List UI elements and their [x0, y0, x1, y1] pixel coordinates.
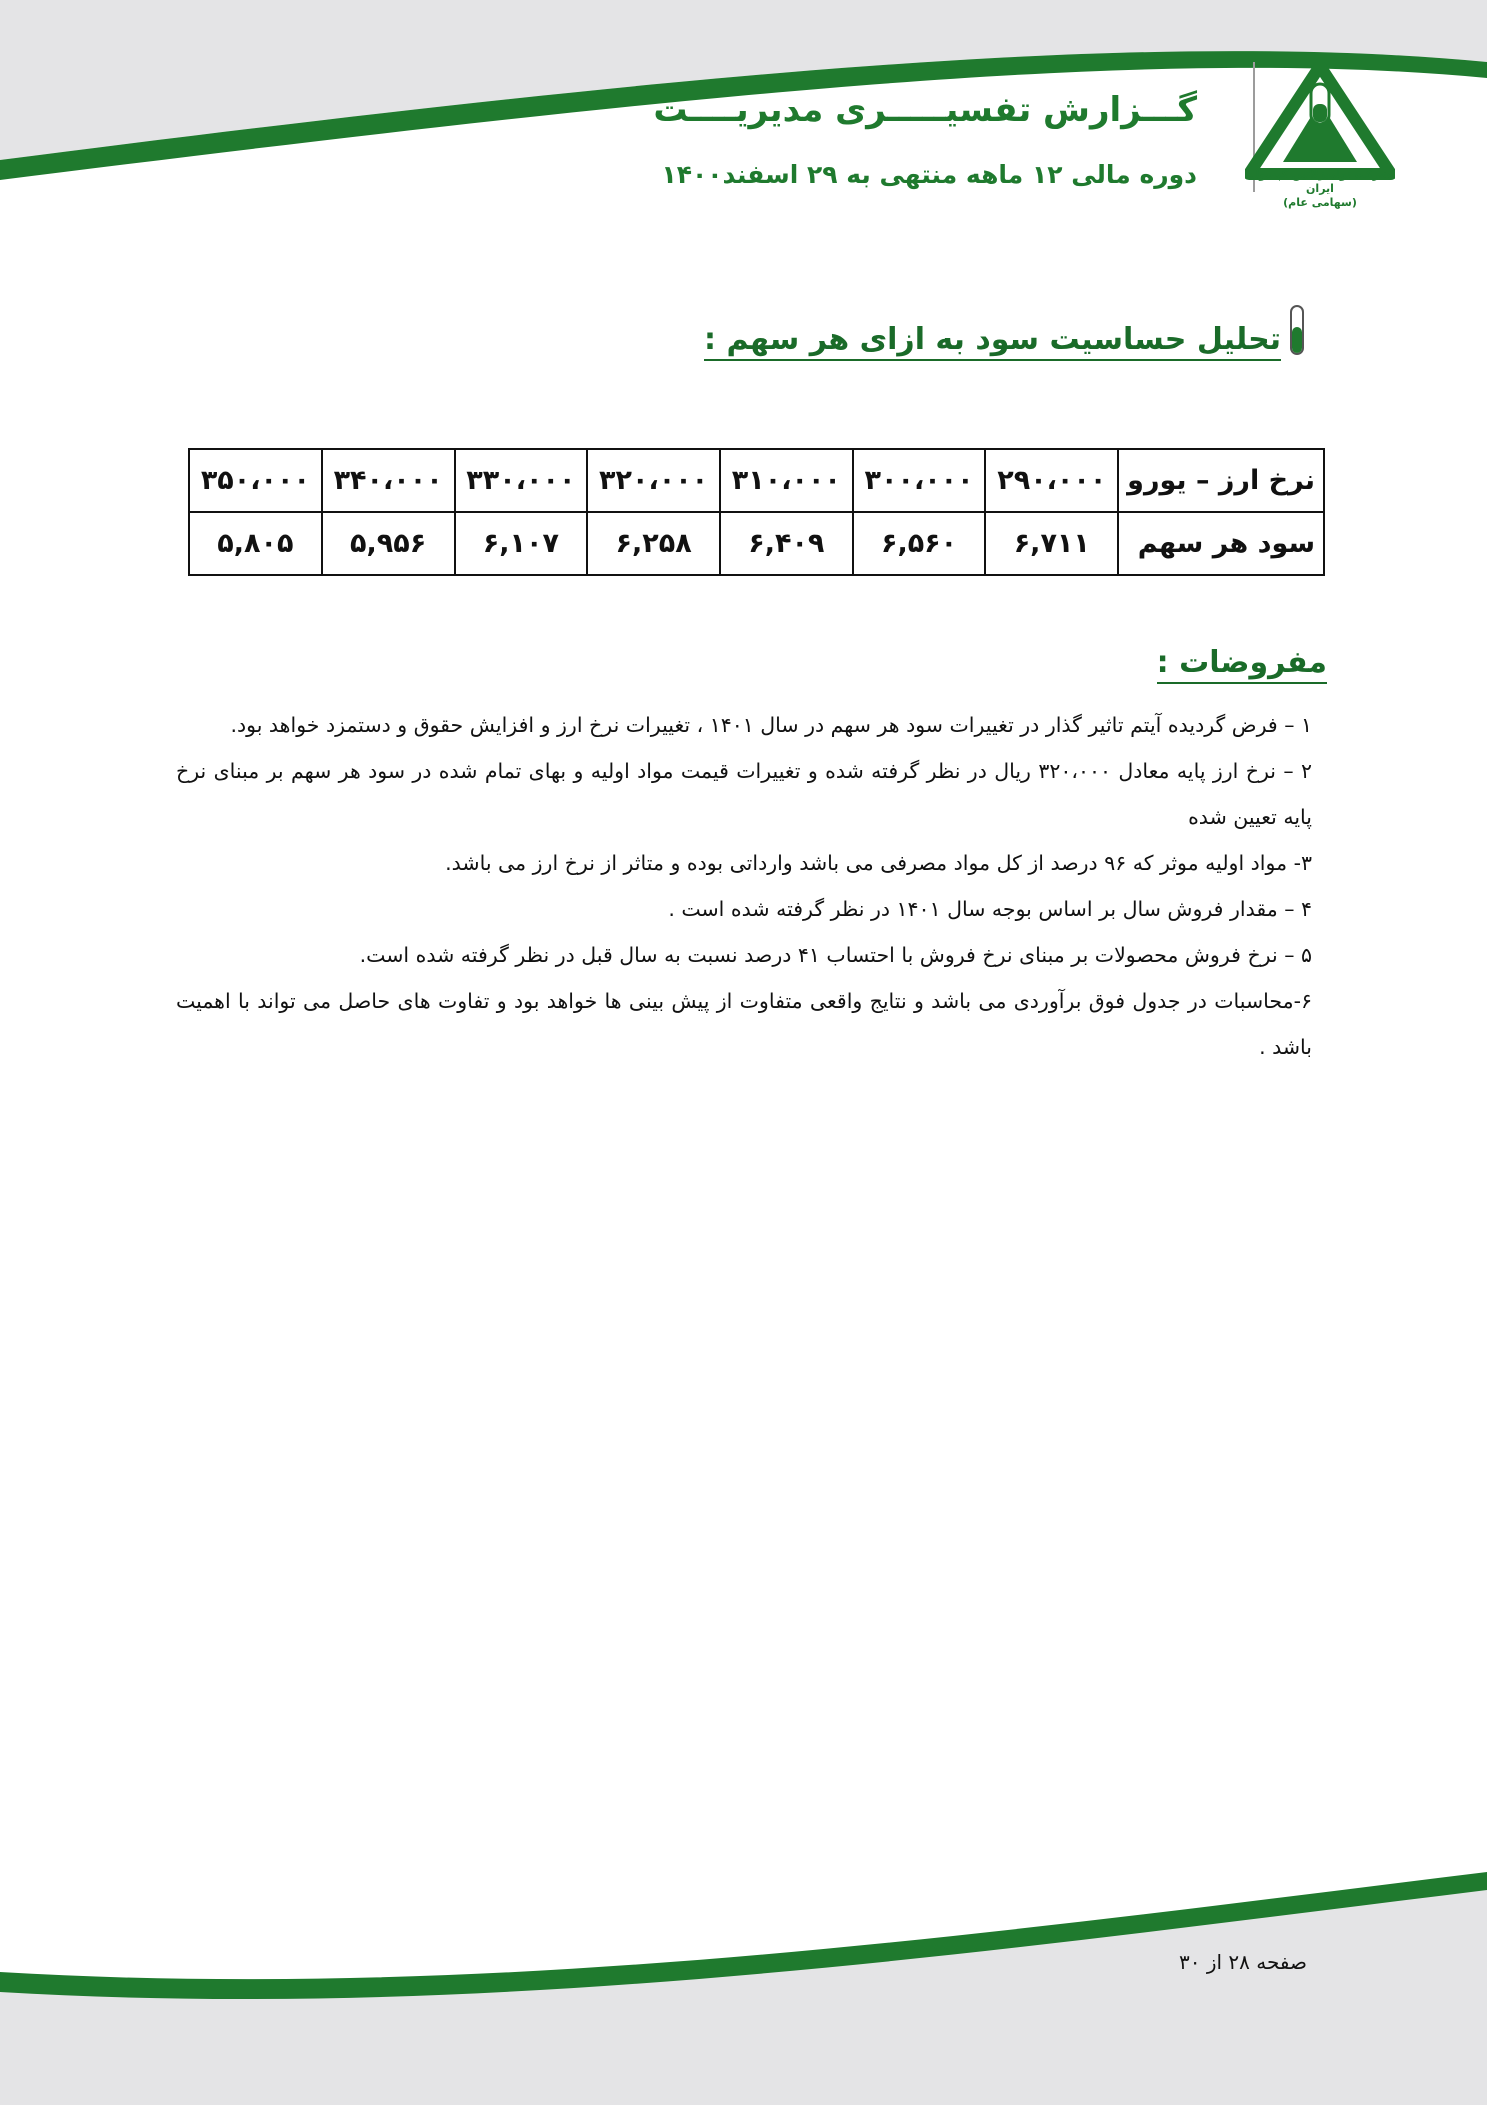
- company-name-text: شرکت تولیدژلاتین کپسول ایران: [1249, 168, 1391, 195]
- assumption-item: ۴ – مقدار فروش سال بر اساس بوجه سال ۱۴۰۱ در نظر گرفته شده است .: [668, 897, 1312, 921]
- assumption-item: ۲ – نرخ ارز پایه معادل ۳۲۰،۰۰۰ ریال در نظر گرفته شده و تغییرات قیمت مواد اولیه و بهای تمام شده در سود هر سهم بر مبنای نرخ پایه تعیین شده: [176, 759, 1312, 829]
- assumptions-title: مفروضات :: [1157, 645, 1327, 684]
- table-row-eps: [189, 512, 1324, 575]
- company-type-text: (سهامی عام): [1283, 196, 1357, 209]
- table-cell: ۶,۱۰۷: [455, 512, 588, 575]
- table-cell: ۶,۵۶۰: [853, 512, 986, 575]
- table-cell: ۳۲۰،۰۰۰: [587, 449, 720, 512]
- footer-band: [0, 1860, 1487, 2105]
- table-cell: ۳۰۰،۰۰۰: [853, 449, 986, 512]
- table-cell: ۳۱۰،۰۰۰: [720, 449, 853, 512]
- report-period: دوره مالی ۱۲ ماهه منتهی به ۲۹ اسفند۱۴۰۰: [661, 160, 1197, 189]
- table-cell: ۶,۷۱۱: [985, 512, 1118, 575]
- table-cell: ۳۵۰،۰۰۰: [189, 449, 322, 512]
- assumptions-list: [176, 702, 1312, 1070]
- table-row-rates: [189, 449, 1324, 512]
- table-cell: ۶,۲۵۸: [587, 512, 720, 575]
- table-cell: ۳۳۰،۰۰۰: [455, 449, 588, 512]
- row-header-rate: نرخ ارز – یورو: [1118, 449, 1324, 512]
- sensitivity-table: [188, 448, 1325, 576]
- section-title: تحلیل حساسیت سود به ازای هر سهم :: [704, 322, 1281, 361]
- table-cell: ۳۴۰،۰۰۰: [322, 449, 455, 512]
- pill-icon: [1290, 305, 1304, 355]
- assumption-item: ۳- مواد اولیه موثر که ۹۶ درصد از کل مواد مصرفی می باشد وارداتی بوده و متاثر از نرخ ارز می باشد.: [445, 851, 1312, 875]
- report-title: گـــزارش تفسيـــــری مدیریــــت: [653, 90, 1197, 130]
- table-cell: ۵,۸۰۵: [189, 512, 322, 575]
- table-cell: ۲۹۰،۰۰۰: [985, 449, 1118, 512]
- assumption-item: ۵ – نرخ فروش محصولات بر مبنای نرخ فروش با احتساب ۴۱ درصد نسبت به سال قبل در نظر گرفته شده است.: [359, 943, 1312, 967]
- table-cell: ۵,۹۵۶: [322, 512, 455, 575]
- page-number: صفحه ۲۸ از ۳۰: [1179, 1950, 1307, 1974]
- assumption-item: ۶-محاسبات در جدول فوق برآوردی می باشد و نتایج واقعی متفاوت از پیش بینی ها خواهد بود و تفاوت های حاصل می تواند با اهمیت باشد .: [176, 989, 1312, 1059]
- table-cell: ۶,۴۰۹: [720, 512, 853, 575]
- company-name: [1245, 168, 1395, 210]
- row-header-eps: سود هر سهم: [1118, 512, 1324, 575]
- assumption-item: ۱ – فرض گردیده آیتم تاثیر گذار در تغییرات سود هر سهم در سال ۱۴۰۱ ، تغییرات نرخ ارز و افزایش حقوق و دستمزد خواهد بود.: [230, 713, 1312, 737]
